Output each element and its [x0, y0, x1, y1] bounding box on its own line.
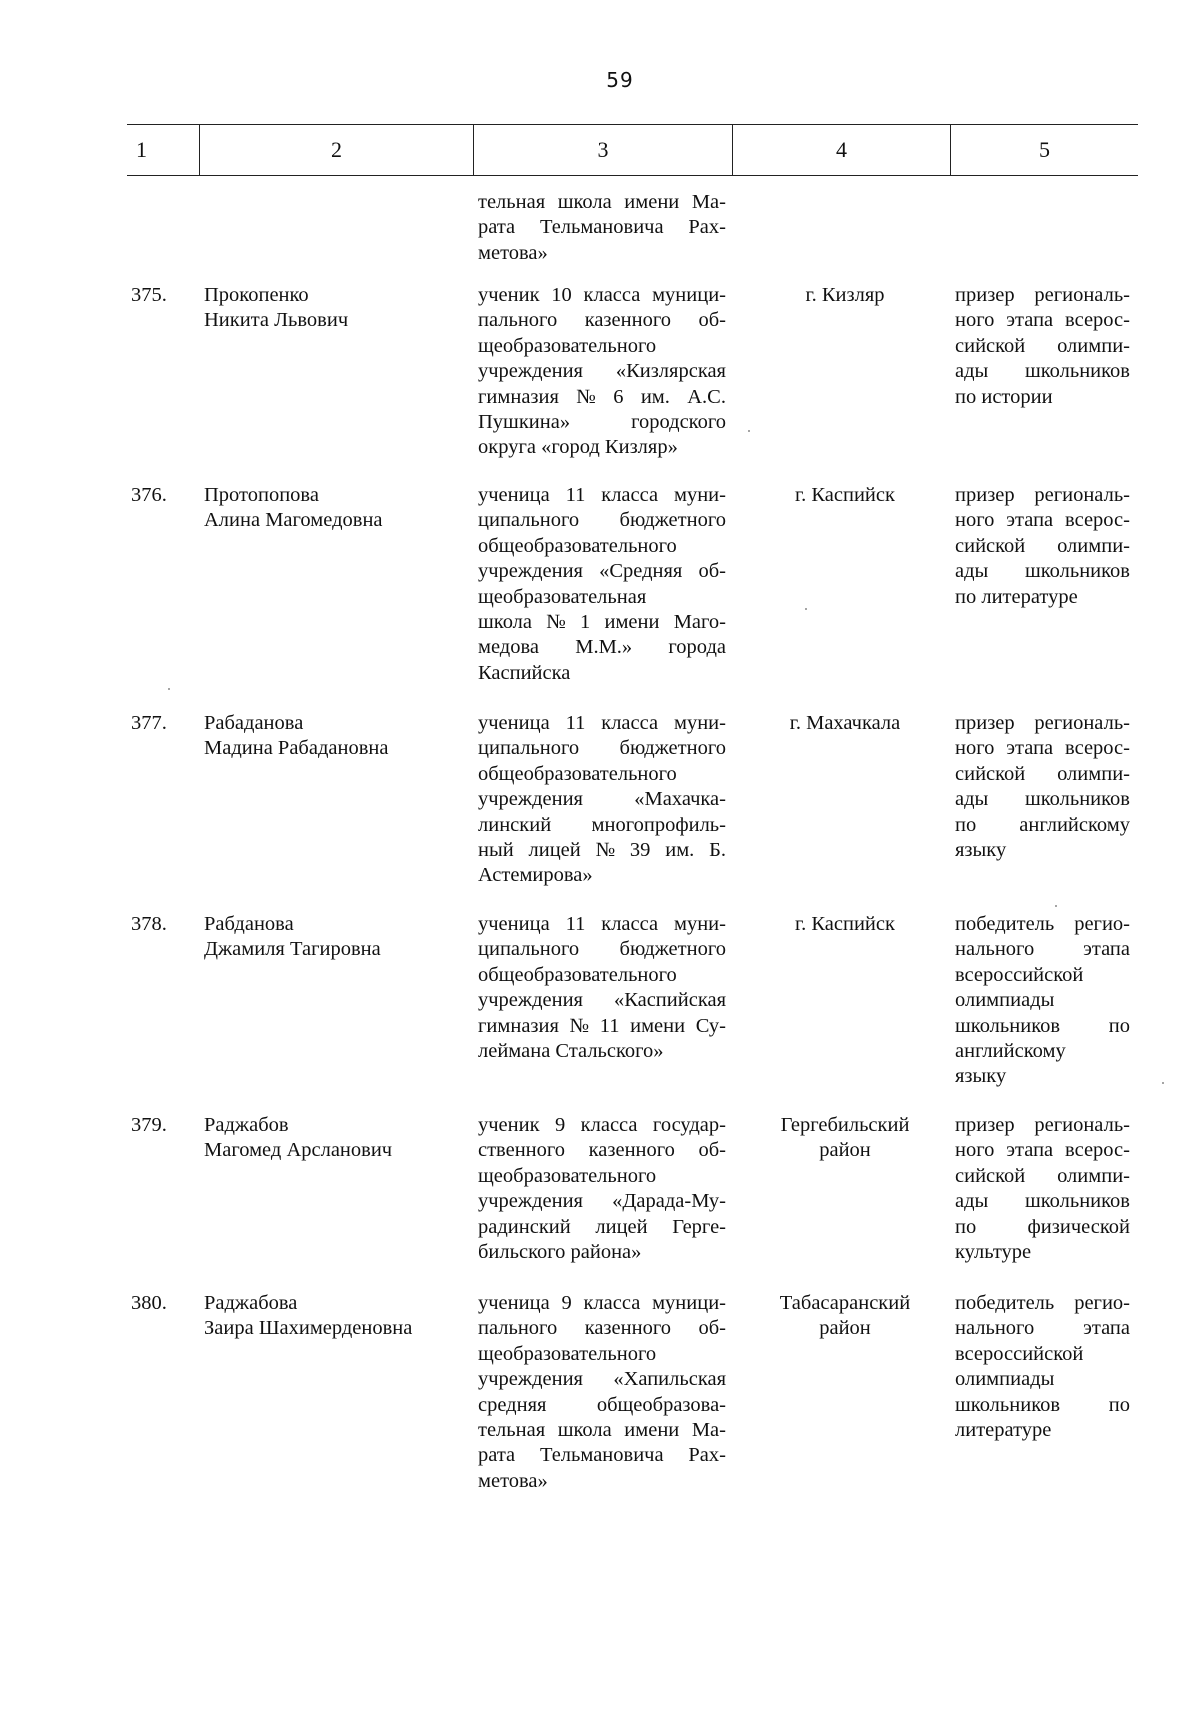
location: [742, 1113, 948, 1164]
scan-speck: [1055, 905, 1057, 907]
page-number: 59: [606, 68, 634, 92]
school-description: [478, 1113, 726, 1265]
text-line: щеобразовательного: [478, 1342, 657, 1365]
text-line: учреждения «Дарада-Му-: [478, 1190, 726, 1213]
text-line: учреждения «Хапильская: [478, 1368, 726, 1391]
text-line: по литературе: [955, 585, 1078, 608]
text-line: ципального бюджетного: [478, 938, 726, 961]
text-line: г. Махачкала: [789, 712, 901, 734]
text-line: Никита Львович: [204, 309, 349, 332]
text-line: тельная школа имени Ма-: [478, 1419, 726, 1442]
text-line: пального казенного об-: [478, 1317, 726, 1340]
text-line: рата Тельмановича Рах-: [478, 1444, 726, 1467]
text-line: призер региональ-: [955, 284, 1130, 306]
text-line: Пушкина» городского: [478, 411, 726, 434]
text-line: по английскому: [955, 813, 1130, 836]
text-line: нального этапа: [955, 1317, 1130, 1340]
text-line: г. Каспийск: [795, 484, 895, 506]
participant-name: [204, 912, 381, 963]
text-line: Каспийска: [478, 661, 571, 684]
text-line: языку: [955, 1065, 1007, 1088]
text-line: олимпиады: [955, 989, 1055, 1012]
text-line: сийской олимпи-: [955, 762, 1130, 785]
row-number: 377.: [131, 712, 167, 734]
text-line: общеобразовательного: [478, 762, 677, 785]
text-line: Гергебильский: [780, 1114, 910, 1136]
text-line: общеобразовательного: [478, 963, 677, 986]
location: [742, 283, 948, 308]
location: [742, 1291, 948, 1342]
location: [742, 912, 948, 937]
scan-speck: [168, 688, 170, 690]
text-line: общеобразовательного: [478, 534, 677, 557]
text-line: ученица 9 класса муници-: [478, 1292, 726, 1314]
text-line: сийской олимпи-: [955, 334, 1130, 357]
text-line: округа «город Кизляр»: [478, 436, 678, 459]
text-line: ного этапа всерос-: [955, 309, 1130, 332]
scan-speck: [748, 430, 750, 432]
text-line: Прокопенко: [204, 284, 309, 306]
text-line: г. Каспийск: [795, 913, 895, 935]
text-line: ственного казенного об-: [478, 1139, 726, 1162]
award-status: [955, 483, 1130, 610]
text-line: Раджабов: [204, 1114, 289, 1136]
text-line: ады школьников: [955, 560, 1130, 583]
participant-name: [204, 711, 388, 762]
column-header-1: 1: [136, 137, 147, 162]
row-number: 379.: [131, 1114, 167, 1136]
participant-name: [204, 283, 348, 334]
text-line: средняя общеобразова-: [478, 1393, 726, 1416]
location: [742, 711, 948, 736]
table-header-row: [127, 124, 1138, 176]
award-status: [955, 1113, 1130, 1265]
text-line: победитель регио-: [955, 913, 1130, 935]
text-line: нального этапа: [955, 938, 1130, 961]
text-line: Табасаранский: [779, 1292, 911, 1314]
text-line: Рабаданова: [204, 712, 304, 734]
text-line: языку: [955, 839, 1007, 862]
text-line: район: [819, 1317, 871, 1340]
text-line: ного этапа всерос-: [955, 509, 1130, 532]
scan-speck: [1162, 1082, 1164, 1084]
text-line: культуре: [955, 1241, 1032, 1264]
text-line: всероссийской: [955, 963, 1084, 986]
text-line: учреждения «Каспийская: [478, 989, 726, 1012]
text-line: учреждения «Махачка-: [478, 788, 726, 811]
text-line: школьников по: [955, 1014, 1130, 1037]
text-line: пального казенного об-: [478, 309, 726, 332]
text-line: ученица 11 класса муни-: [478, 484, 726, 506]
column-header-3: 3: [473, 125, 732, 175]
continuation-text: [478, 190, 726, 266]
text-line: гимназия № 6 им. А.С.: [478, 385, 726, 408]
text-line: школьников по: [955, 1393, 1130, 1416]
row-number: 376.: [131, 484, 167, 506]
text-line: леймана Стальского»: [478, 1040, 664, 1063]
text-line: метова»: [478, 1469, 548, 1492]
text-line: ный лицей № 39 им. Б.: [478, 839, 726, 862]
text-line: призер региональ-: [955, 1114, 1130, 1136]
text-line: призер региональ-: [955, 484, 1130, 506]
scan-speck: [805, 608, 807, 610]
text-line: Раджабова: [204, 1292, 298, 1314]
text-line: призер региональ-: [955, 712, 1130, 734]
column-header-5: 5: [950, 125, 1138, 175]
column-header-4: 4: [732, 125, 950, 175]
text-line: учреждения «Средняя об-: [478, 560, 726, 583]
text-line: ады школьников: [955, 1190, 1130, 1213]
text-line: по истории: [955, 385, 1053, 408]
text-line: медова М.М.» города: [478, 636, 726, 659]
award-status: [955, 1291, 1130, 1443]
text-line: всероссийской: [955, 1342, 1084, 1365]
text-line: по физической: [955, 1215, 1130, 1238]
text-line: бильского района»: [478, 1241, 642, 1264]
text-line: район: [819, 1139, 871, 1162]
school-description: [478, 1291, 726, 1494]
text-line: ады школьников: [955, 788, 1130, 811]
text-line: ученица 11 класса муни-: [478, 712, 726, 734]
text-line: сийской олимпи-: [955, 534, 1130, 557]
text-line: школа № 1 имени Маго-: [478, 611, 726, 634]
text-line: тельная школа имени Ма-: [478, 191, 726, 213]
text-line: гимназия № 11 имени Су-: [478, 1014, 726, 1037]
text-line: английскому: [955, 1040, 1066, 1063]
text-line: ады школьников: [955, 360, 1130, 383]
text-line: Джамиля Тагировна: [204, 938, 381, 961]
text-line: ученик 9 класса государ-: [478, 1114, 726, 1136]
text-line: Астемирова»: [478, 864, 593, 887]
school-description: [478, 912, 726, 1064]
row-number: 380.: [131, 1292, 167, 1314]
text-line: линский многопрофиль-: [478, 813, 726, 836]
school-description: [478, 283, 726, 461]
text-line: радинский лицей Герге-: [478, 1215, 726, 1238]
text-line: щеобразовательная: [478, 585, 647, 608]
award-status: [955, 283, 1130, 410]
participant-name: [204, 1113, 392, 1164]
text-line: Заира Шахимерденовна: [204, 1317, 413, 1340]
column-header-2: 2: [199, 125, 473, 175]
text-line: Протопопова: [204, 484, 319, 506]
text-line: г. Кизляр: [805, 284, 885, 306]
text-line: Рабданова: [204, 913, 294, 935]
text-line: победитель регио-: [955, 1292, 1130, 1314]
text-line: Магомед Арсланович: [204, 1139, 393, 1162]
row-number: 378.: [131, 913, 167, 935]
text-line: учреждения «Кизлярская: [478, 360, 726, 383]
award-status: [955, 912, 1130, 1090]
text-line: метова»: [478, 241, 548, 264]
text-line: ного этапа всерос-: [955, 1139, 1130, 1162]
text-line: ученица 11 класса муни-: [478, 913, 726, 935]
text-line: Мадина Рабадановна: [204, 737, 389, 760]
participant-name: [204, 1291, 412, 1342]
text-line: щеобразовательного: [478, 1164, 657, 1187]
school-description: [478, 483, 726, 686]
text-line: литературе: [955, 1419, 1052, 1442]
award-status: [955, 711, 1130, 863]
text-line: сийской олимпи-: [955, 1164, 1130, 1187]
row-number: 375.: [131, 284, 167, 306]
text-line: ного этапа всерос-: [955, 737, 1130, 760]
text-line: рата Тельмановича Рах-: [478, 216, 726, 239]
school-description: [478, 711, 726, 889]
text-line: ученик 10 класса муници-: [478, 284, 726, 306]
text-line: ципального бюджетного: [478, 737, 726, 760]
text-line: Алина Магомедовна: [204, 509, 383, 532]
text-line: щеобразовательного: [478, 334, 657, 357]
text-line: ципального бюджетного: [478, 509, 726, 532]
participant-name: [204, 483, 383, 534]
text-line: олимпиады: [955, 1368, 1055, 1391]
location: [742, 483, 948, 508]
